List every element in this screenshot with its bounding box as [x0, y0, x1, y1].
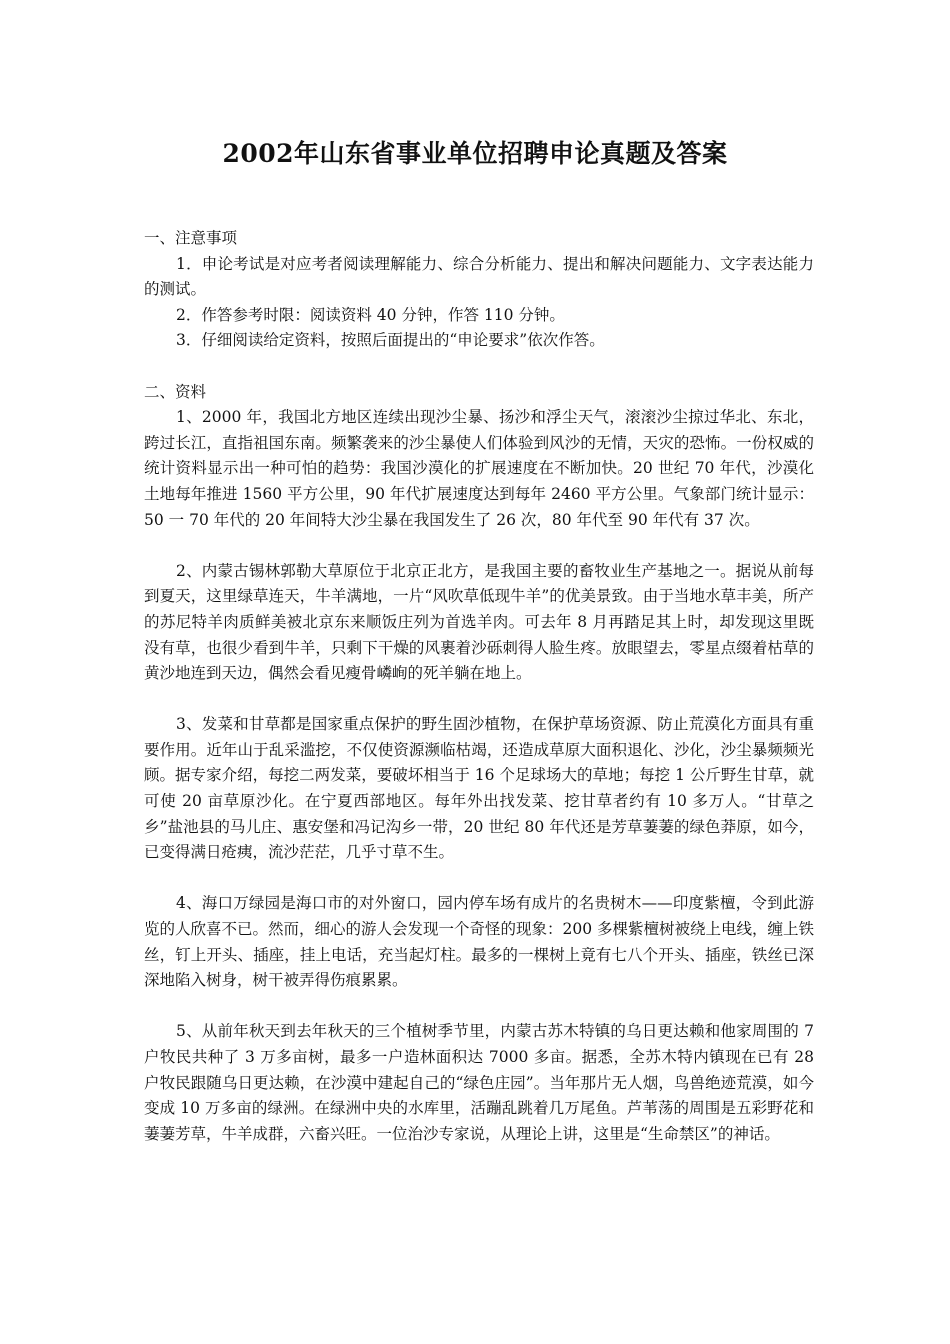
page-title: 2002年山东省事业单位招聘申论真题及答案 — [222, 139, 728, 168]
material-paragraph-4: 4、海口万绿园是海口市的对外窗口，园内停车场有成片的名贵树木——印度紫檀，令到此游览的人欣喜不已。然而，细心的游人会发现一个奇怪的现象：200 多棵紫檀树被绕上电线，缠上铁丝，钉上开头、插座，挂上电话，充当起灯柱。最多的一棵树上竟有七八个开头、插座，铁丝已深深地陷入树身，树干被弄得伤痕累累。 — [144, 894, 815, 990]
notes-item-3: 3．仔细阅读给定资料，按照后面提出的“申论要求”依次作答。 — [176, 331, 605, 350]
spacer — [144, 687, 814, 713]
section-heading-materials: 二、资料 — [144, 382, 207, 401]
material-paragraph-1: 1、2000 年，我国北方地区连续出现沙尘暴、扬沙和浮尘天气，滚滚沙尘掠过华北、东北，跨过长江，直指祖国东南。频繁袭来的沙尘暴使人们体验到风沙的无情，天灾的恐怖。一份权威的统计资料显示出一种可怕的趋势：我国沙漠化的扩展速度在不断加快。20 世纪 70 年代，沙漠化土地每年推进 1560 平方公里，90 年代扩展速度达到每年 2460 平方公里。气象部门统计显示：50 一 70 年代的 20 年间特大沙尘暴在我国发生了 26 次，80 年代至 90 年代有 37 次。 — [144, 408, 814, 529]
spacer — [144, 354, 814, 380]
spacer — [144, 533, 814, 559]
notes-item-2: 2．作答参考时限：阅读资料 40 分钟，作答 110 分钟。 — [176, 305, 565, 324]
material-paragraph-2: 2、内蒙古锡林郭勒大草原位于北京正北方，是我国主要的畜牧业生产基地之一。据说从前每到夏天，这里绿草连天，牛羊满地，一片“风吹草低现牛羊”的优美景致。由于当地水草丰美，所产的苏尼特羊肉质鲜美被北京东来顺饭庄列为首选羊肉。可去年 8 月再踏足其上时，却发现这里既没有草，也很少看到牛羊，只剩下干燥的风裹着沙砾刺得人脸生疼。放眼望去，零星点缀着枯草的黄沙地连到天边，偶然会看见瘦骨嶙峋的死羊躺在地上。 — [144, 561, 814, 683]
document-body — [144, 226, 814, 1147]
spacer — [144, 866, 814, 892]
section-heading-notes: 一、注意事项 — [144, 229, 238, 247]
material-paragraph-5: 5、从前年秋天到去年秋天的三个植树季节里，内蒙古苏木特镇的乌日更达赖和他家周围的 7 户牧民共种了 3 万多亩树，最多一户造林面积达 7000 多亩。据悉，全苏木特内镇现在已有 28 户牧民跟随乌日更达赖，在沙漠中建起自己的“绿色庄园”。当年那片无人烟，鸟兽绝迹荒漠，如今变成 10 万多亩的绿洲。在绿洲中央的水库里，活蹦乱跳着几万尾鱼。芦苇荡的周围是五彩野花和萋萋芳草，牛羊成群，六畜兴旺。一位治沙专家说，从理论上讲，这里是“生命禁区”的神话。 — [144, 1022, 814, 1143]
spacer — [144, 994, 814, 1020]
material-paragraph-3: 3、发菜和甘草都是国家重点保护的野生固沙植物，在保护草场资源、防止荒漠化方面具有重要作用。近年山于乱采滥挖，不仅使资源濒临枯竭，还造成草原大面积退化、沙化，沙尘暴频频光顾。据专家介绍，每挖二两发菜，要破坏相当于 16 个足球场大的草地；每挖 1 公斤野生甘草，就可使 20 亩草原沙化。在宁夏西部地区。每年外出找发菜、挖甘草者约有 10 多万人。“甘草之乡”盐池县的马儿庄、惠安堡和冯记沟乡一带，20 世纪 80 年代还是芳草萋萋的绿色莽原，如今，已变得满日疮痍，流沙茫茫，几乎寸草不生。 — [144, 715, 814, 862]
notes-item-1: 1．申论考试是对应考者阅读理解能力、综合分析能力、提出和解决问题能力、文字表达能力的测试。 — [144, 254, 814, 299]
